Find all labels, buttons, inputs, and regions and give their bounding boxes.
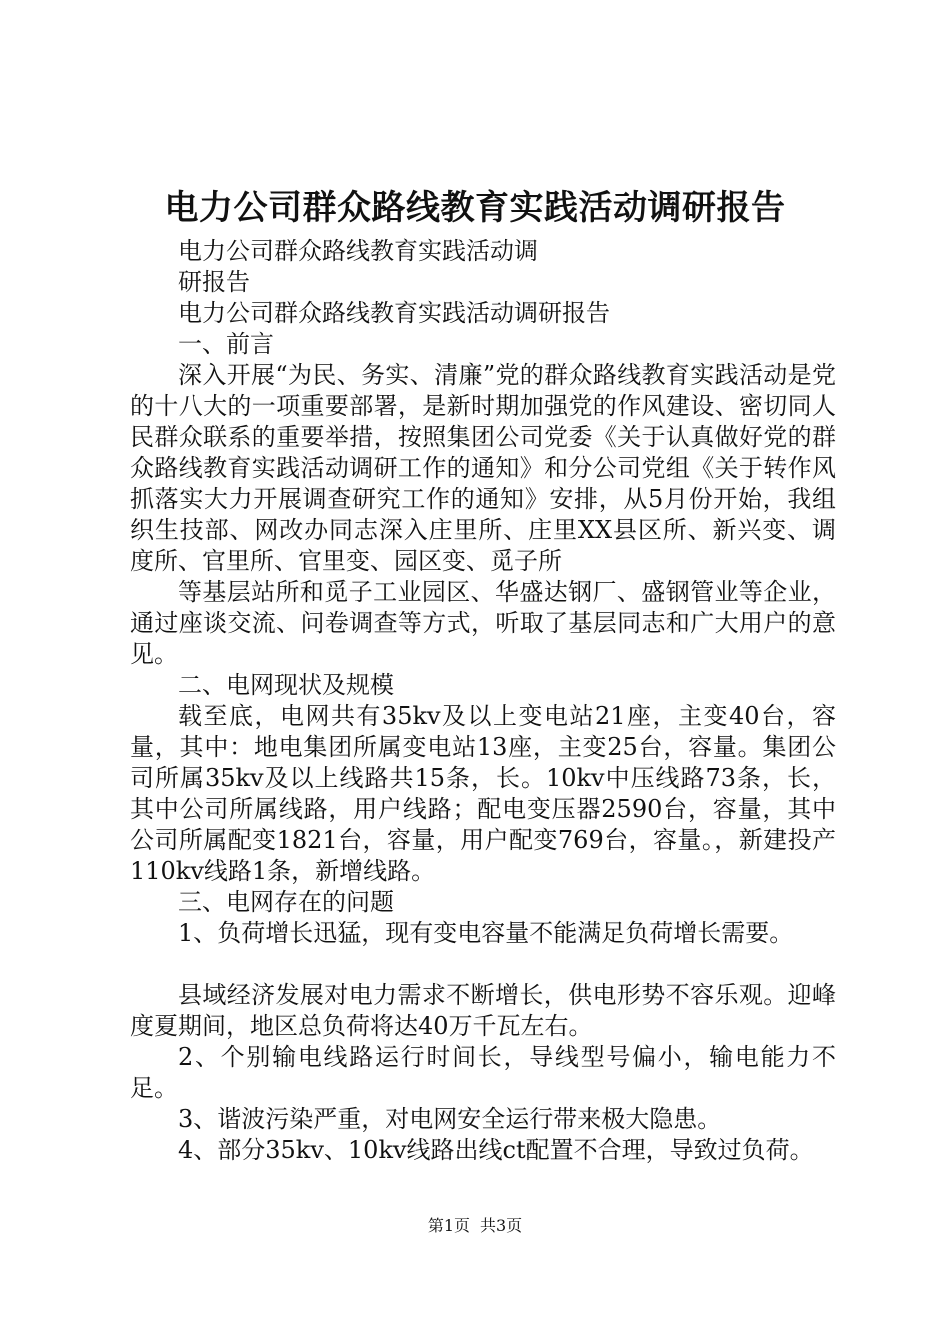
problem-item-3: 3、谐波污染严重，对电网安全运行带来极大隐患。 [178,1105,722,1133]
document-title: 电力公司群众路线教育实践活动调研报告 [164,188,786,228]
paragraph-preface-continued: 等基层站所和觅子工业园区、华盛达钢厂、盛钢管业等企业，通过座谈交流、问卷调查等方式，听取了基层同志和广大用户的意见。 [130,578,836,668]
document-body [130,236,836,1166]
paragraph-problem-1-detail: 县域经济发展对电力需求不断增长，供电形势不容乐观。迎峰度夏期间，地区总负荷将达40万千瓦左右。 [130,981,836,1040]
page-footer [0,1216,950,1236]
page-number: 第1页 [427,1216,470,1235]
paragraph-subtitle-full: 电力公司群众路线教育实践活动调研报告 [178,299,610,327]
problem-item-4: 4、部分35kv、10kv线路出线ct配置不合理，导致过负荷。 [178,1136,814,1164]
paragraph-preface-body: 深入开展“为民、务实、清廉”党的群众路线教育实践活动是党的十八大的一项重要部署，是新时期加强党的作风建设、密切同人民群众联系的重要举措，按照集团公司党委《关于认真做好党的群众路线教育实践活动调研工作的通知》和分公司党组《关于转作风抓落实大力开展调查研究工作的通知》安排，从5月份开始，我组织生技部、网改办同志深入庄里所、庄里XX县区所、新兴变、调度所、官里所、官里变、园区变、觅子所 [130,361,836,575]
problem-item-2: 2、个别输电线路运行时间长，导线型号偏小，输电能力不足。 [130,1043,836,1102]
paragraph-subtitle-line-1: 电力公司群众路线教育实践活动调 [178,237,538,265]
paragraph-subtitle-line-2: 研报告 [178,268,250,296]
section-heading-grid-status: 二、电网现状及规模 [178,671,394,699]
page-total: 共3页 [480,1216,523,1235]
paragraph-grid-status-body: 载至底，电网共有35kv及以上变电站21座，主变40台，容量，其中：地电集团所属变电站13座，主变25台，容量。集团公司所属35kv及以上线路共15条，长。10kv中压线路73条，长，其中公司所属线路，用户线路；配电变压器2590台，容量，其中公司所属配变1821台，容量，用户配变769台，容量。，新建投产110kv线路1条，新增线路。 [130,702,836,885]
section-heading-grid-problems: 三、电网存在的问题 [178,888,394,916]
problem-item-1: 1、负荷增长迅猛，现有变电容量不能满足负荷增长需要。 [178,919,794,947]
section-heading-preface: 一、前言 [178,330,274,358]
